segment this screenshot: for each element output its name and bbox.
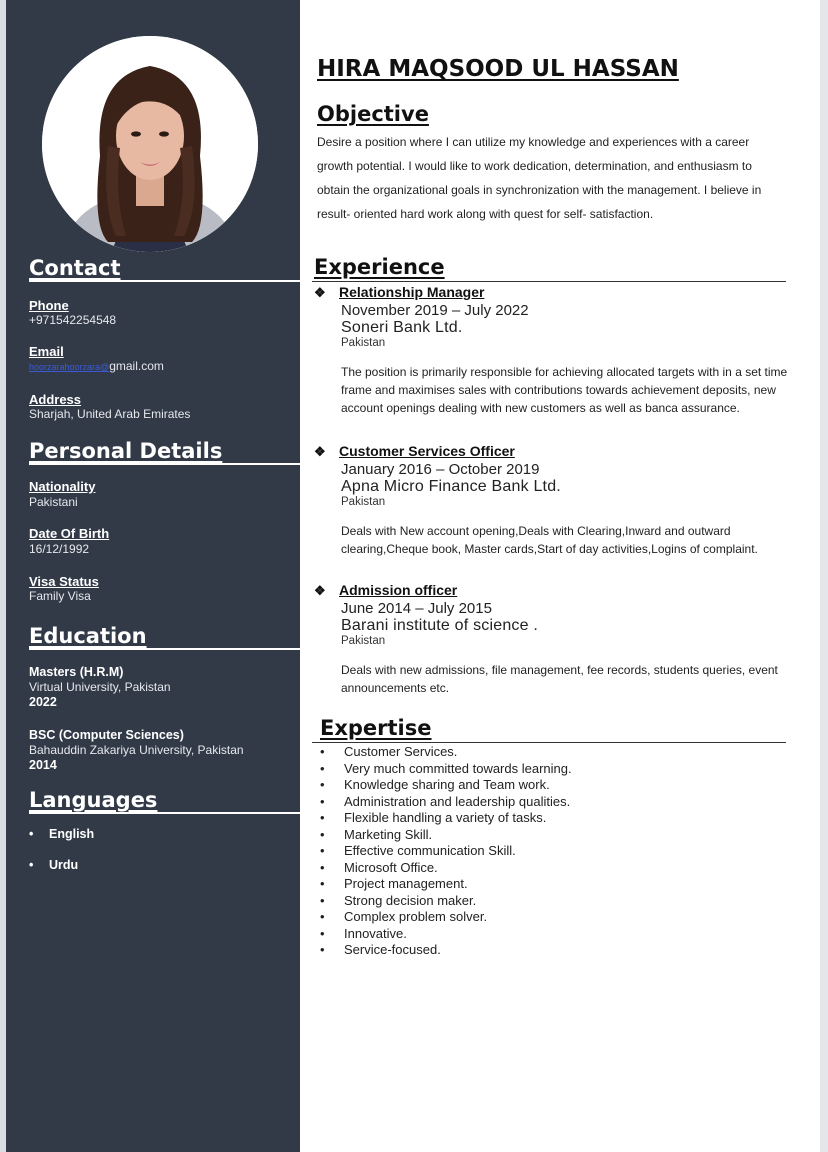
objective-line: growth potential. I would like to work dedication, determination, and enthusiasm to [317,159,752,173]
job-description-line: clearing,Cheque book, Master cards,Start of day activities,Logins of complaint. [341,542,758,556]
visa-label: Visa Status [29,574,99,589]
job-company: Soneri Bank Ltd. [341,319,463,336]
expertise-item: Administration and leadership qualities. [344,793,571,809]
job-dates: June 2014 – July 2015 [341,600,492,617]
list-item: • Very much committed towards learning. [320,760,572,776]
job-entry [314,443,794,558]
experience-divider [312,281,786,282]
education-school: Bahauddin Zakariya University, Pakistan [29,743,244,757]
objective-line: result- oriented hard work along with quest for self- satisfaction. [317,207,654,221]
job-description-line: frame and maximises sales with contributions towards achievement deposits, new [341,383,776,397]
education-degree: BSC (Computer Sciences) [29,728,184,742]
diamond-bullet-icon: ❖ [314,285,326,300]
expertise-item: Complex problem solver. [344,909,488,924]
education-year: 2022 [29,695,57,709]
profile-photo [42,36,258,252]
personal-details-heading: Personal Details [29,439,300,465]
job-title: Admission officer [339,582,458,598]
education-heading: Education [29,624,300,650]
visa-value: Family Visa [29,589,91,603]
job-dates: November 2019 – July 2022 [341,302,529,319]
job-description [314,363,794,417]
list-item: • Innovative. [320,925,407,941]
phone-value: +971542254548 [29,313,117,327]
list-item: • Marketing Skill. [320,826,433,842]
job-dates: January 2016 – October 2019 [341,461,540,478]
education-year: 2014 [29,758,57,772]
list-item: • Effective communication Skill. [320,843,516,858]
job-country: Pakistan [341,635,386,647]
expertise-item: Customer Services. [344,744,458,759]
education-school: Virtual University, Pakistan [29,680,171,694]
job-description [314,522,794,558]
objective-heading: Objective [317,102,429,126]
job-entry [314,284,794,417]
expertise-list [317,744,572,959]
expertise-item: Microsoft Office. [344,859,438,875]
main-content [300,0,820,1152]
job-country: Pakistan [341,337,386,349]
address-label: Address [29,392,82,407]
experience-heading: Experience [314,255,445,279]
job-country: Pakistan [341,496,386,508]
diamond-bullet-icon: ❖ [314,583,326,598]
objective-line: Desire a position where I can utilize my knowledge and experiences with a career [317,135,750,149]
job-description-line: account openings dealing with new customers as well as banca assurance. [341,401,740,415]
email-domain: gmail.com [109,359,164,373]
diamond-bullet-icon: ❖ [314,444,326,459]
email-link[interactable]: hoorzarahoorzara@ [29,362,110,372]
language-label: English [49,827,95,841]
list-item: • Administration and leadership qualities. [320,793,571,809]
expertise-item: Very much committed towards learning. [344,760,572,776]
nationality-value: Pakistani [29,495,78,509]
language-label: Urdu [49,858,79,872]
job-entry [314,582,794,697]
expertise-item: Innovative. [344,925,407,941]
job-company: Apna Micro Finance Bank Ltd. [341,478,561,495]
job-title: Customer Services Officer [339,443,515,459]
job-title: Relationship Manager [339,284,485,300]
expertise-item: Flexible handling a variety of tasks. [344,810,547,825]
phone-label: Phone [29,298,69,313]
contact-heading: Contact [29,256,300,282]
objective-text [317,130,787,226]
candidate-name: HIRA MAQSOOD UL HASSAN [317,56,679,82]
job-description-line: Deals with New account opening,Deals with Clearing,Inward and outward [341,524,731,538]
list-item: • Project management. [320,876,468,891]
email-label: Email [29,344,64,359]
address-value: Sharjah, United Arab Emirates [29,407,191,421]
list-item: • Knowledge sharing and Team work. [320,777,550,792]
job-description-line: Deals with new admissions, file management, fee records, students queries, event [341,663,778,677]
expertise-item: Knowledge sharing and Team work. [344,777,550,792]
expertise-item: Marketing Skill. [344,826,433,842]
dob-value: 16/12/1992 [29,542,90,556]
job-description [314,661,794,697]
sidebar [6,0,300,1152]
job-company: Barani institute of science . [341,617,539,634]
list-item: • Strong decision maker. [320,892,477,908]
list-item: • Customer Services. [320,744,458,759]
list-item: • Service-focused. [320,942,441,957]
job-description-line: announcements etc. [341,681,450,695]
email-value [29,359,164,373]
expertise-item: Strong decision maker. [344,892,477,908]
list-item: • Flexible handling a variety of tasks. [320,810,547,825]
expertise-divider [312,742,786,743]
dob-label: Date Of Birth [29,526,110,541]
languages-heading: Languages [29,788,300,814]
expertise-heading: Expertise [320,716,432,740]
education-degree: Masters (H.R.M) [29,665,124,679]
expertise-item: Project management. [344,876,468,891]
language-item: • Urdu [29,858,79,872]
expertise-item: Service-focused. [344,942,441,957]
list-item: • Microsoft Office. [320,859,438,875]
language-item: • English [29,827,95,841]
job-description-line: The position is primarily responsible for achieving allocated targets with in a set time [341,365,788,379]
objective-line: obtain the organizational goals in synchronization with the management. I believe in [317,183,762,197]
expertise-item: Effective communication Skill. [344,843,516,858]
list-item: • Complex problem solver. [320,909,488,924]
page-edge [820,0,828,1152]
nationality-label: Nationality [29,479,96,494]
